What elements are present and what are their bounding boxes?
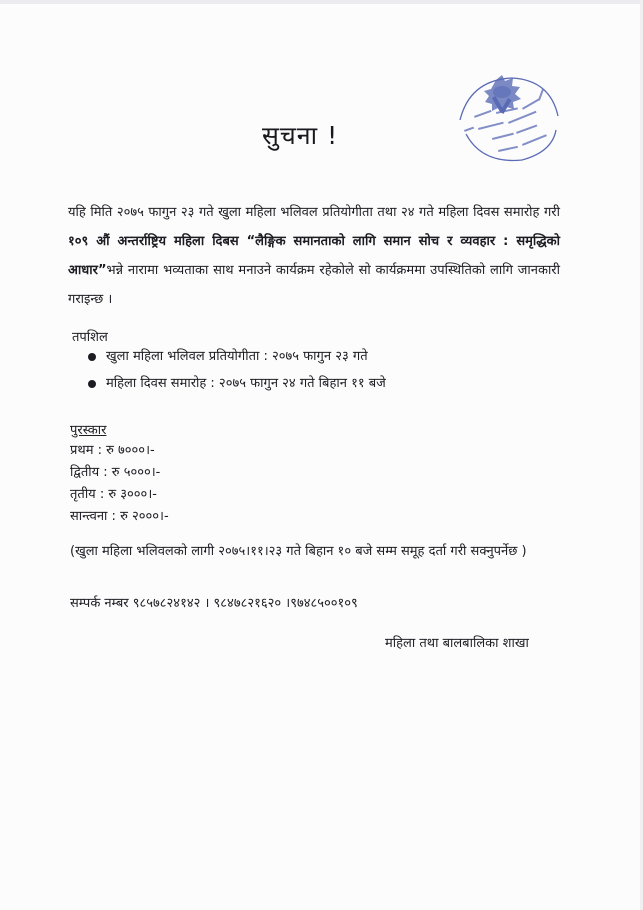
scan-edge xyxy=(0,0,643,4)
registration-note: (खुला महिला भलिवलको लागी २०७५।११।२३ गते बिहान १० बजे सम्म समूह दर्ता गरी सक्नुपर्नेछ ) xyxy=(70,544,527,559)
prize-list xyxy=(70,440,169,528)
notice-paragraph xyxy=(68,198,560,314)
bullet-icon xyxy=(88,353,96,361)
contact-numbers: सम्पर्क नम्बर ९८५७८२४१४२ । ९८४७८२१६२० ।९७४८५००१०९ xyxy=(70,596,358,611)
intro-bold-slogan: १०९ औं अन्तर्राष्ट्रिय महिला दिबस “लैङ्गिक समानताको लागि समान सोच र व्यवहार : समृद्धिको आधार” xyxy=(68,234,560,278)
list-item: सान्त्वना : रु २०००।- xyxy=(70,509,169,524)
bullet-icon xyxy=(88,380,96,388)
detail-text: महिला दिवस समारोह : २०७५ फागुन २४ गते बिहान ११ बजे xyxy=(106,376,386,391)
intro-text: यहि मिति २०७५ फागुन २३ गते खुला महिला भलिवल प्रतियोगीता तथा २४ गते महिला दिवस समारोह गरी xyxy=(68,205,560,220)
office-stamp-seal xyxy=(452,72,562,168)
list-item: द्वितीय : रु ५०००।- xyxy=(70,465,161,480)
details-list xyxy=(88,343,386,397)
list-item xyxy=(88,370,386,397)
intro-text-end: भन्ने नारामा भव्यताका साथ मनाउने कार्यक्रम रहेकोले सो कार्यक्रममा उपस्थितिको लागि जानकारी गराइन्छ । xyxy=(68,263,560,307)
list-item: प्रथम : रु ७०००।- xyxy=(70,443,155,458)
prize-heading: पुरस्कार xyxy=(70,423,107,438)
list-item xyxy=(88,343,386,370)
list-item: तृतीय : रु ३०००।- xyxy=(70,487,157,502)
signature-office: महिला तथा बालबालिका शाखा xyxy=(385,636,529,651)
detail-text: खुला महिला भलिवल प्रतियोगीता : २०७५ फागुन २३ गते xyxy=(106,349,368,364)
details-heading: तपशिल xyxy=(72,330,108,345)
notice-title: सुचना ! xyxy=(262,121,339,150)
